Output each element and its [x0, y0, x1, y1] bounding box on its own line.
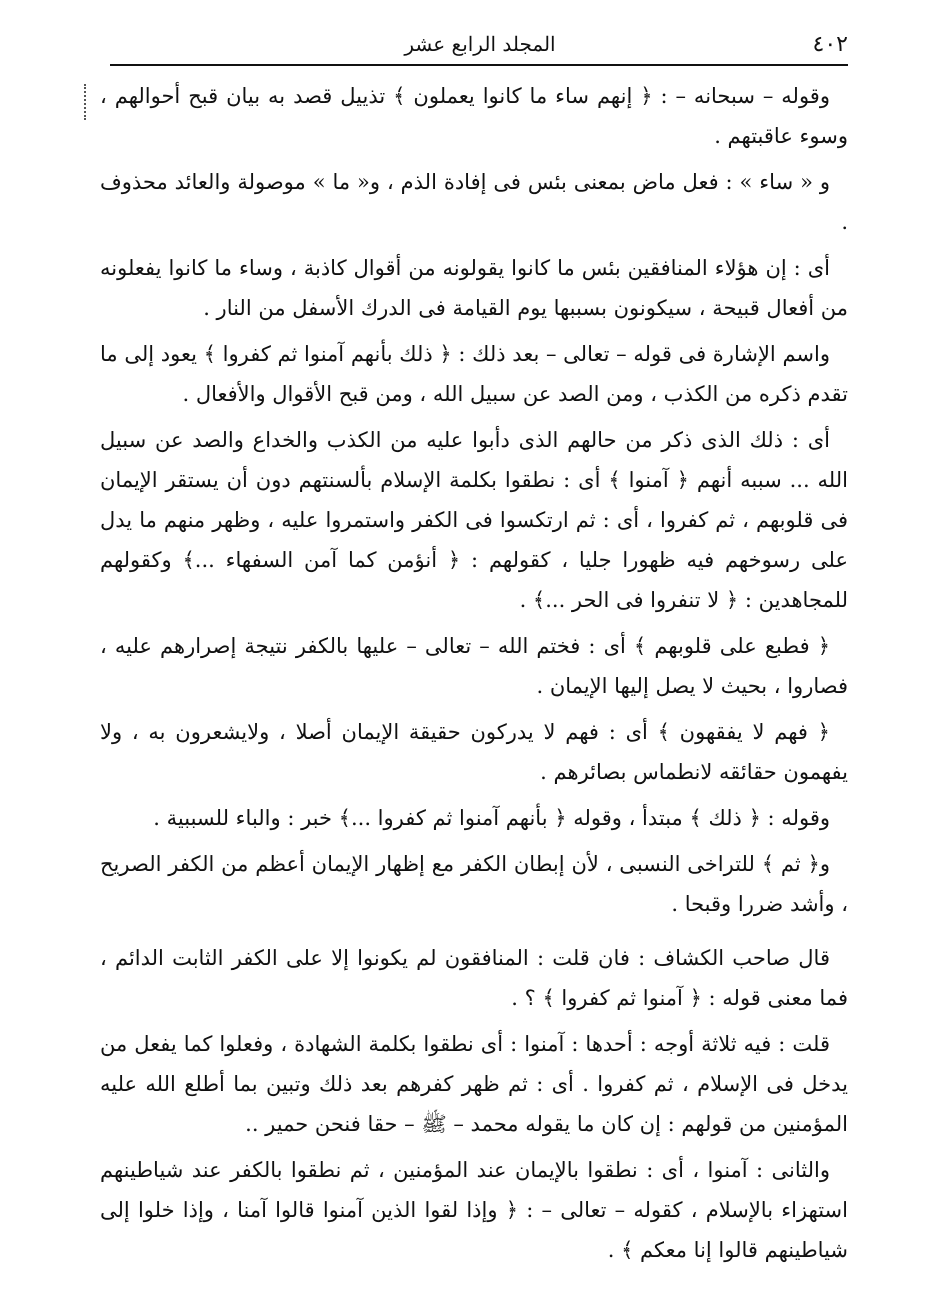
paragraph: قلت : فيه ثلاثة أوجه : أحدها : آمنوا : أى نطقوا بكلمة الشهادة ، وفعلوا كما يفعل من يدخل فى الإسلام ، ثم كفروا . أى : ثم ظهر كفرهم بعد ذلك وتبين بما أطلع الله عليه المؤمنين من قولهم : إن كان ما يقوله محمد – ﷺ – حقا فنحن حمير .. — [100, 1032, 848, 1136]
margin-mark — [84, 84, 86, 120]
paragraph: و﴿ ثم ﴾ للتراخى النسبى ، لأن إبطان الكفر مع إظهار الإيمان أعظم من الكفر الصريح ، وأشد ضررا وقبحا . — [100, 852, 848, 916]
paragraph: و « ساء » : فعل ماض بمعنى بئس فى إفادة الذم ، و« ما » موصولة والعائد محذوف . — [100, 170, 848, 234]
running-title: المجلد الرابع عشر — [404, 32, 556, 56]
paragraph: وقوله – سبحانه – : ﴿ إنهم ساء ما كانوا يعملون ﴾ تذييل قصد به بيان قبح أحوالهم ، وسوء عاقبتهم . — [100, 84, 848, 148]
paragraph: أى : ذلك الذى ذكر من حالهم الذى دأبوا عليه من الكذب والخداع والصد عن سبيل الله ... سببه أنهم ﴿ آمنوا ﴾ أى : نطقوا بكلمة الإسلام بألسنتهم دون أن يستقر الإيمان فى قلوبهم ، ثم كفروا ، أى : ثم ارتكسوا فى الكفر واستمروا عليه ، وظهر منهم ما يدل على رسوخهم فيه ظهورا جليا ، كقولهم : ﴿ أنؤمن كما آمن السفهاء ...﴾ وكقولهم للمجاهدين : ﴿ لا تنفروا فى الحر ...﴾ . — [100, 428, 848, 612]
paragraph: قال صاحب الكشاف : فان قلت : المنافقون لم يكونوا إلا على الكفر الثابت الدائم ، فما معنى قوله : ﴿ آمنوا ثم كفروا ﴾ ؟ . — [100, 946, 848, 1010]
paragraph: ﴿ فطبع على قلوبهم ﴾ أى : فختم الله – تعالى – عليها بالكفر نتيجة إصرارهم عليه ، فصاروا ، بحيث لا يصل إليها الإيمان . — [100, 634, 848, 698]
page-number: ٤٠٢ — [812, 32, 848, 57]
paragraph: ﴿ فهم لا يفقهون ﴾ أى : فهم لا يدركون حقيقة الإيمان أصلا ، ولايشعرون به ، ولا يفهمون حقائقه لانطماس بصائرهم . — [100, 720, 848, 784]
paragraph: والثانى : آمنوا ، أى : نطقوا بالإيمان عند المؤمنين ، ثم نطقوا بالكفر عند شياطينهم استهزاء بالإسلام ، كقوله – تعالى – : ﴿ وإذا لقوا الذين آمنوا قالوا آمنا ، وإذا خلوا إلى شياطينهم قالوا إنا معكم ﴾ . — [100, 1158, 848, 1262]
paragraph: أى : إن هؤلاء المنافقين بئس ما كانوا يقولونه من أقوال كاذبة ، وساء ما كانوا يفعلونه من أفعال قبيحة ، سيكونون بسببها يوم القيامة فى الدرك الأسفل من النار . — [100, 256, 848, 320]
header-divider — [110, 64, 848, 66]
page-header — [112, 28, 848, 62]
paragraph: واسم الإشارة فى قوله – تعالى – بعد ذلك : ﴿ ذلك بأنهم آمنوا ثم كفروا ﴾ يعود إلى ما تقدم ذكره من الكذب ، ومن الصد عن سبيل الله ، ومن قبح الأقوال والأفعال . — [100, 342, 848, 406]
page-body — [100, 76, 848, 1276]
paragraph: وقوله : ﴿ ذلك ﴾ مبتدأ ، وقوله ﴿ بأنهم آمنوا ثم كفروا ...﴾ خبر : والباء للسببية . — [153, 806, 830, 830]
